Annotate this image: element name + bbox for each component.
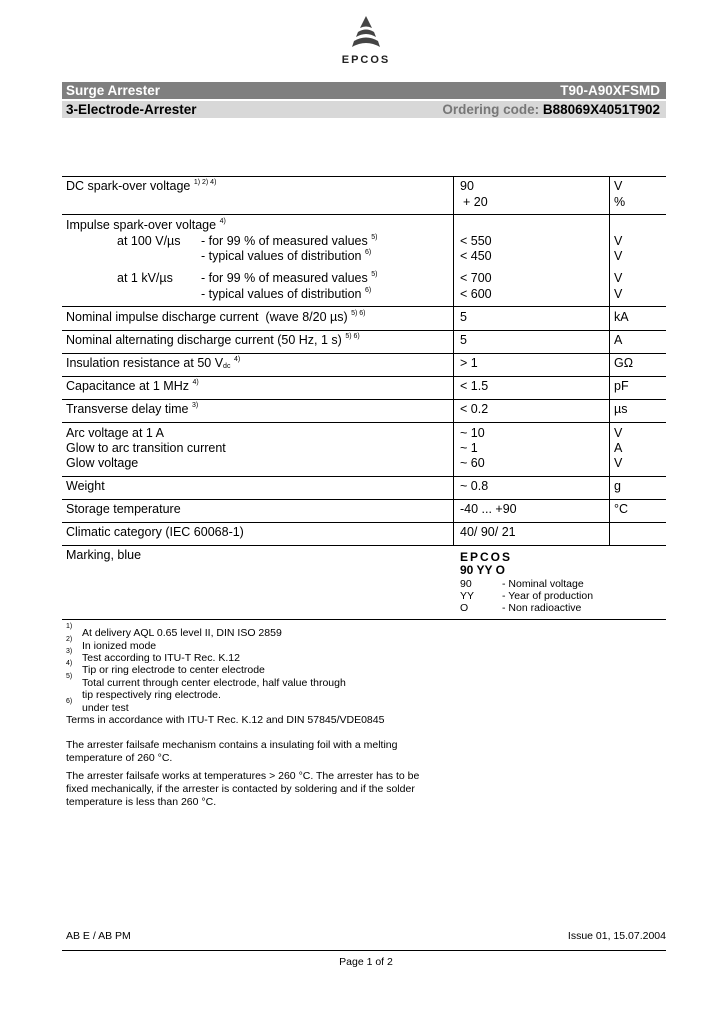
glow-arc-transition-unit: A bbox=[614, 441, 623, 455]
footnote-number: 1) bbox=[66, 623, 73, 630]
footnote-text: Total current through center electrode, half value through bbox=[82, 677, 346, 689]
epcos-logo bbox=[330, 14, 402, 70]
table-column-divider bbox=[609, 176, 610, 545]
impulse-100v-99pct-label: - for 99 % of measured values $^{5)}$ bbox=[201, 234, 378, 248]
glow-arc-transition-label: Glow to arc transition current bbox=[66, 441, 226, 455]
marking-label: Marking, blue bbox=[66, 548, 142, 562]
table-rule bbox=[62, 399, 666, 400]
table-rule bbox=[62, 330, 666, 331]
arc-voltage-label: Arc voltage at 1 A bbox=[66, 426, 164, 440]
ordering-code-line bbox=[442, 102, 660, 117]
table-rule bbox=[62, 422, 666, 423]
footnote-text: under test bbox=[82, 702, 129, 714]
footnote-number: 4) bbox=[66, 660, 73, 667]
footnote-number: 2) bbox=[66, 636, 73, 643]
impulse-100v-label: at 100 V/µs bbox=[117, 234, 181, 248]
storage-temperature-unit: °C bbox=[614, 502, 629, 516]
impulse-1kv-typical-label: - typical values of distribution $^{6)}$ bbox=[201, 287, 372, 301]
insulation-resistance-value: > 1 bbox=[460, 356, 478, 370]
epcos-logo-icon bbox=[346, 14, 386, 52]
glow-voltage-label: Glow voltage bbox=[66, 456, 139, 470]
nominal-impulse-discharge-value: 5 bbox=[460, 310, 467, 324]
weight-value: ~ 0.8 bbox=[460, 479, 489, 493]
impulse-1kv-typical-value: < 600 bbox=[460, 287, 492, 301]
part-number: T90-A90XFSMD bbox=[560, 83, 660, 98]
table-rule bbox=[62, 522, 666, 523]
marking-key-o: O bbox=[460, 602, 469, 614]
arc-voltage-unit: V bbox=[614, 426, 623, 440]
product-name: Surge Arrester bbox=[66, 83, 161, 98]
impulse-1kv-label: at 1 kV/µs bbox=[117, 271, 173, 285]
product-type: 3-Electrode-Arrester bbox=[66, 102, 197, 117]
glow-voltage-value: ~ 60 bbox=[460, 456, 485, 470]
unit-v: V bbox=[614, 271, 623, 285]
impulse-1kv-99pct-label: - for 99 % of measured values $^{5)}$ bbox=[201, 271, 378, 285]
table-rule bbox=[62, 476, 666, 477]
weight-unit: g bbox=[614, 479, 621, 493]
footnote-text: tip respectively ring electrode. bbox=[82, 689, 221, 701]
dc-sparkover-value: 90 bbox=[460, 179, 474, 193]
capacitance-unit: pF bbox=[614, 379, 629, 393]
footnote-text: At delivery AQL 0.65 level II, DIN ISO 2859 bbox=[82, 627, 282, 639]
table-rule bbox=[62, 176, 666, 177]
glow-arc-transition-value: ~ 1 bbox=[460, 441, 478, 455]
impulse-1kv-99pct-value: < 700 bbox=[460, 271, 492, 285]
impulse-100v-99pct-value: < 550 bbox=[460, 234, 492, 248]
unit-v: V bbox=[614, 287, 623, 301]
dc-sparkover-label: DC spark-over voltage $^{1) 2) 4)}$ bbox=[66, 179, 217, 193]
dc-sparkover-unit: V bbox=[614, 179, 623, 193]
title-bar bbox=[62, 82, 666, 99]
climatic-category-label: Climatic category (IEC 60068-1) bbox=[66, 525, 244, 539]
table-rule bbox=[62, 353, 666, 354]
marking-key-90: 90 bbox=[460, 578, 472, 590]
logo-brand-text: EPCOS bbox=[341, 54, 391, 66]
transverse-delay-label: Transverse delay time $^{3)}$ bbox=[66, 402, 199, 416]
storage-temperature-value: -40 ... +90 bbox=[460, 502, 517, 516]
dc-sparkover-tolerance-unit: % bbox=[614, 195, 626, 209]
failsafe-note: The arrester failsafe mechanism contains a insulating foil with a melting temperature of 260 °C. bbox=[66, 739, 398, 764]
table-rule bbox=[62, 306, 666, 307]
nominal-impulse-discharge-unit: kA bbox=[614, 310, 629, 324]
nominal-alternating-discharge-unit: A bbox=[614, 333, 623, 347]
failsafe-mounting-note: The arrester failsafe works at temperatures > 260 °C. The arrester has to be fixed mechanically, if the arrester is contacted by soldering and if the solder temperature is less than 260 °C. bbox=[66, 770, 420, 808]
nominal-impulse-discharge-label: Nominal impulse discharge current (wave 8/20 µs) $^{5) 6)}$ bbox=[66, 310, 366, 324]
transverse-delay-unit: µs bbox=[614, 402, 628, 416]
footnote-text: Tip or ring electrode to center electrode bbox=[82, 664, 265, 676]
table-rule bbox=[62, 545, 666, 546]
marking-code: 90 YY O bbox=[460, 563, 505, 577]
terms-note: Terms in accordance with ITU-T Rec. K.12 and DIN 57845/VDE0845 bbox=[66, 714, 385, 726]
ordering-code: B88069X4051T902 bbox=[542, 102, 660, 117]
unit-v: V bbox=[614, 234, 623, 248]
dc-sparkover-tolerance: + 20 bbox=[463, 195, 488, 209]
glow-voltage-unit: V bbox=[614, 456, 623, 470]
table-rule bbox=[62, 376, 666, 377]
nominal-alternating-discharge-value: 5 bbox=[460, 333, 467, 347]
page-number: Page 1 of 2 bbox=[339, 956, 393, 968]
marking-desc-o: - Non radioactive bbox=[502, 602, 582, 614]
storage-temperature-label: Storage temperature bbox=[66, 502, 181, 516]
ordering-code-label: Ordering code: bbox=[442, 102, 540, 117]
table-rule bbox=[62, 499, 666, 500]
insulation-resistance-label: Insulation resistance at 50 $V_{dc}$ $^{4)}$ bbox=[66, 356, 241, 370]
weight-label: Weight bbox=[66, 479, 105, 493]
footnote-number: 5) bbox=[66, 673, 73, 680]
subtitle-bar bbox=[62, 101, 666, 118]
unit-v: V bbox=[614, 249, 623, 263]
footnote-number: 3) bbox=[66, 648, 73, 655]
table-rule bbox=[62, 214, 666, 215]
footer-department: AB E / AB PM bbox=[66, 930, 131, 942]
footer-rule bbox=[62, 950, 666, 951]
marking-key-yy: YY bbox=[460, 590, 475, 602]
insulation-resistance-unit: GΩ bbox=[614, 356, 634, 370]
impulse-100v-typical-label: - typical values of distribution $^{6)}$ bbox=[201, 249, 372, 263]
marking-desc-90: - Nominal voltage bbox=[502, 578, 584, 590]
table-column-divider bbox=[453, 176, 454, 545]
climatic-category-value: 40/ 90/ 21 bbox=[460, 525, 516, 539]
marking-desc-yy: - Year of production bbox=[502, 590, 594, 602]
footnote-number: 6) bbox=[66, 698, 73, 705]
footer-issue: Issue 01, 15.07.2004 bbox=[567, 930, 666, 942]
nominal-alternating-discharge-label: Nominal alternating discharge current (50 Hz, 1 s) $^{5) 6)}$ bbox=[66, 333, 360, 347]
marking-brand: EPCOS bbox=[460, 550, 513, 564]
transverse-delay-value: < 0.2 bbox=[460, 402, 489, 416]
table-rule bbox=[62, 619, 666, 620]
footnote-text: Test according to ITU-T Rec. K.12 bbox=[82, 652, 240, 664]
arc-voltage-value: ~ 10 bbox=[460, 426, 485, 440]
impulse-100v-typical-value: < 450 bbox=[460, 249, 492, 263]
footnote-text: In ionized mode bbox=[82, 640, 157, 652]
impulse-sparkover-label: Impulse spark-over voltage $^{4)}$ bbox=[66, 218, 226, 232]
capacitance-label: Capacitance at 1 MHz $^{4)}$ bbox=[66, 379, 199, 393]
capacitance-value: < 1.5 bbox=[460, 379, 489, 393]
